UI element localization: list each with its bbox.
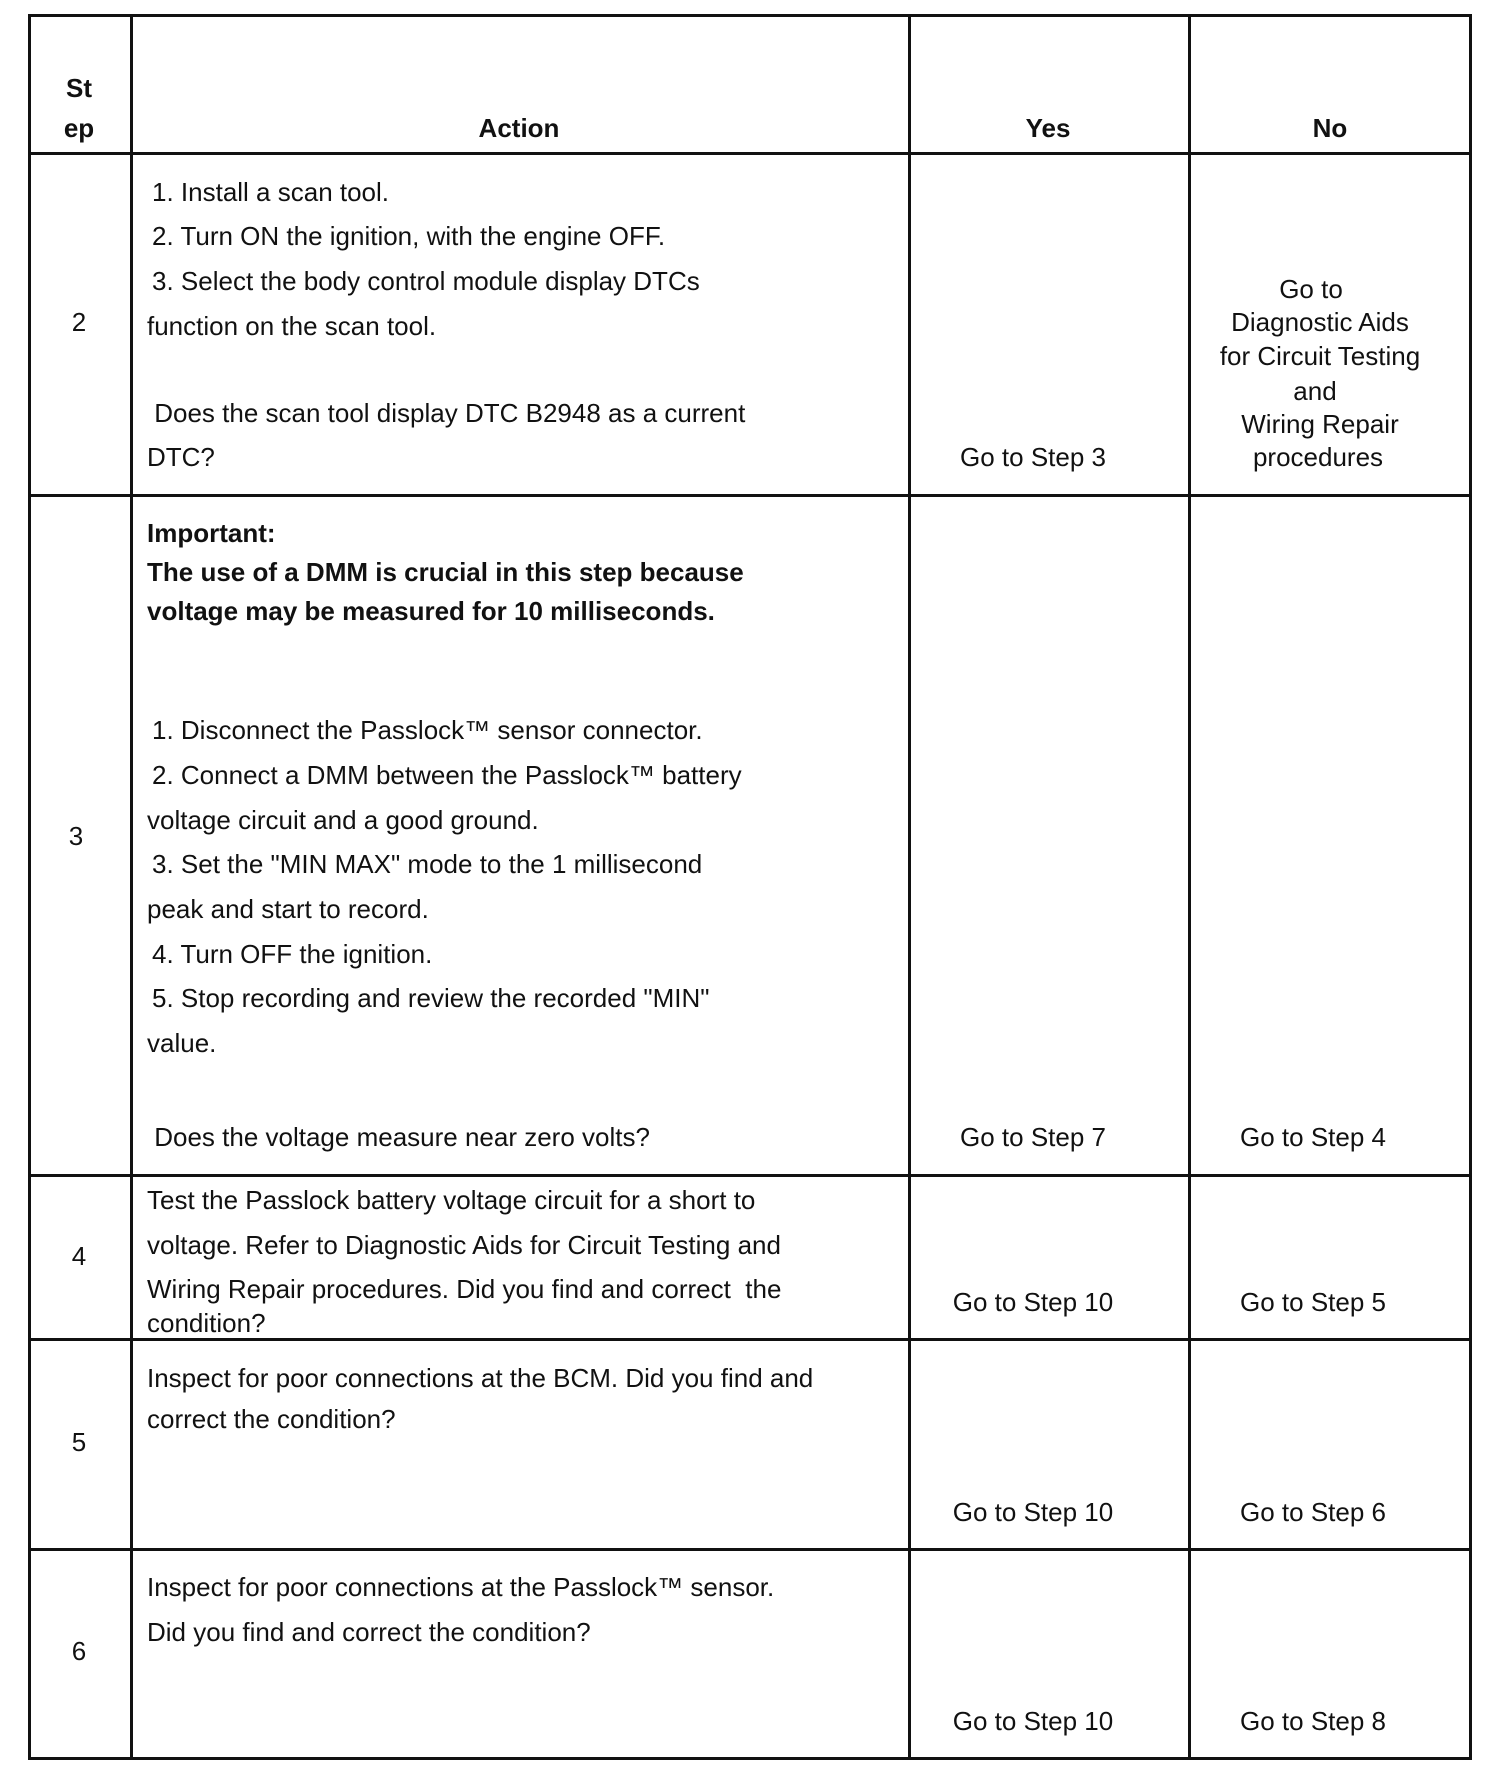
important-title: Important: [147,518,276,548]
yes-result: Go to Step 7 [960,1122,1106,1152]
row-divider [28,494,1472,497]
no-result: Go to Step 4 [1240,1122,1386,1152]
yes-result: Go to Step 3 [960,442,1106,472]
table-border-left [28,14,31,1760]
important-text: voltage may be measured for 10 milliseconds. [147,596,715,626]
header-no: No [1312,113,1348,143]
table-border-bottom [28,1757,1472,1760]
action-line: Did you find and correct the condition? [147,1617,591,1647]
header-action: Action [478,113,560,143]
action-line: 3. Set the "MIN MAX" mode to the 1 millisecond [152,849,703,879]
yes-result: Go to Step 10 [952,1706,1114,1736]
column-divider [130,14,133,1760]
action-line: 1. Disconnect the Passlock™ sensor connector. [152,715,703,745]
yes-result: Go to Step 10 [952,1287,1114,1317]
step-number: 2 [71,307,87,337]
table-border-top [28,14,1472,17]
action-line: 3. Select the body control module display DTCs [152,266,700,296]
action-line: function on the scan tool. [147,311,437,341]
no-result-line: procedures [1252,442,1384,472]
action-line: Test the Passlock battery voltage circuit for a short to [147,1185,756,1215]
header-divider [28,152,1472,155]
step-number: 6 [71,1636,87,1666]
no-result-line: Diagnostic Aids [1231,307,1409,337]
no-result-line: Wiring Repair [1241,409,1399,439]
action-question: Does the scan tool display DTC B2948 as a current [147,398,746,428]
row-divider [28,1174,1472,1177]
yes-result: Go to Step 10 [952,1497,1114,1527]
action-question: DTC? [147,442,215,472]
table-border-right [1469,14,1472,1760]
action-line: voltage. Refer to Diagnostic Aids for Circuit Testing and [147,1230,781,1260]
no-result-line: and [1293,376,1337,406]
action-line: 4. Turn OFF the ignition. [152,939,433,969]
action-line: Inspect for poor connections at the BCM. Did you find and [147,1363,814,1393]
important-text: The use of a DMM is crucial in this step because [147,557,744,587]
action-line: voltage circuit and a good ground. [147,805,539,835]
action-line: 1. Install a scan tool. [152,177,390,207]
header-step-line2: ep [63,113,95,143]
action-line: value. [147,1028,217,1058]
action-line: Inspect for poor connections at the Passlock™ sensor. [147,1572,775,1602]
no-result: Go to Step 8 [1240,1706,1386,1736]
row-divider [28,1548,1472,1551]
header-yes: Yes [1025,113,1071,143]
action-line: 2. Turn ON the ignition, with the engine OFF. [152,221,666,251]
no-result-line: Go to [1279,274,1343,304]
no-result: Go to Step 5 [1240,1287,1386,1317]
action-line: peak and start to record. [147,894,429,924]
action-line: condition? [147,1308,266,1338]
action-line: 2. Connect a DMM between the Passlock™ battery [152,760,742,790]
action-line: 5. Stop recording and review the recorded "MIN" [152,983,710,1013]
header-step-line1: St [66,73,92,103]
diagnostic-table [28,14,1472,1760]
step-number: 3 [68,821,84,851]
action-line: correct the condition? [147,1404,396,1434]
action-question: Does the voltage measure near zero volts? [147,1122,650,1152]
no-result-line: for Circuit Testing [1219,341,1421,371]
step-number: 5 [71,1427,87,1457]
no-result: Go to Step 6 [1240,1497,1386,1527]
action-line: Wiring Repair procedures. Did you find and correct the [147,1274,782,1304]
step-number: 4 [71,1241,87,1271]
